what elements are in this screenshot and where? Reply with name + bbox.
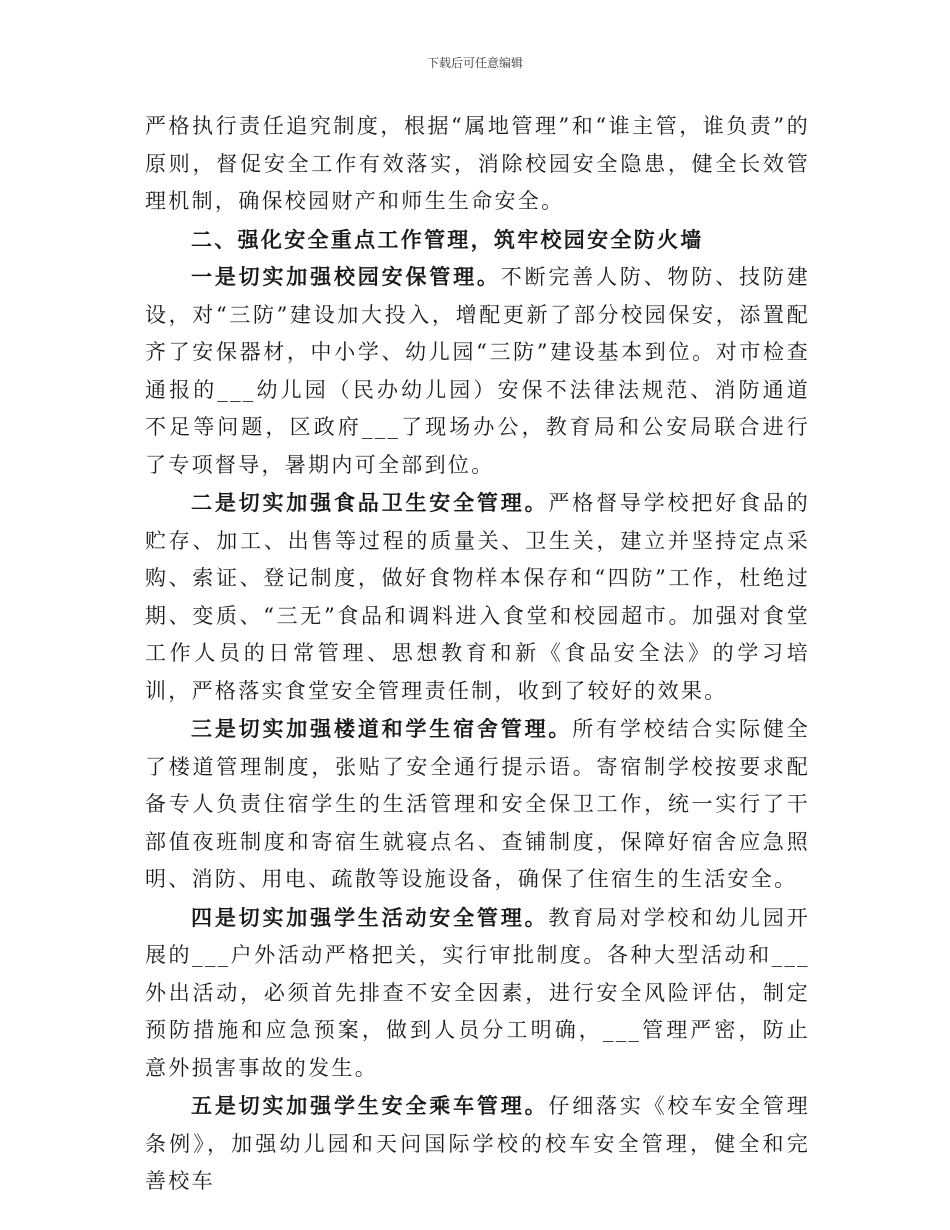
- paragraph-text: 教育局对学校和幼儿园开展的___户外活动严格把关，实行审批制度。各种大型活动和___外出活动，必须首先排查不安全因素，进行安全风险评估，制定预防措施和应急预案，做到人员分工明确，___管理严密，防止意外损害事故的发生。: [145, 905, 810, 1080]
- header-note: 下载后可任意编辑: [426, 56, 523, 70]
- paragraph-lead: 一是切实加强校园安保管理。: [191, 264, 501, 289]
- paragraph-intro: [145, 108, 810, 221]
- paragraph-text: 不断完善人防、物防、技防建设，对“三防”建设加大投入，增配更新了部分校园保安，添置配齐了安保器材，中小学、幼儿园“三防”建设基本到位。对市检查通报的___幼儿园（民办幼儿园）安保不法律法规范、消防通道不足等问题，区政府___了现场办公，教育局和公安局联合进行了专项督导，暑期内可全部到位。: [145, 265, 810, 477]
- paragraph-lead: 四是切实加强学生活动安全管理。: [191, 904, 549, 930]
- paragraph-school-bus: [145, 1087, 810, 1201]
- paragraph-campus-security: [145, 258, 810, 484]
- paragraph-text: 严格执行责任追究制度，根据“属地管理”和“谁主管，谁负责”的原则，督促安全工作有效落实，消除校园安全隐患，健全长效管理机制，确保校园财产和师生生命安全。: [145, 114, 810, 213]
- paragraph-lead: 二是切实加强食品卫生安全管理。: [191, 490, 549, 515]
- paragraph-text: 仔细落实《校车安全管理条例》，加强幼儿园和天问国际学校的校车安全管理，健全和完善校车: [145, 1094, 810, 1193]
- paragraph-food-safety: [145, 484, 810, 710]
- paragraph-text: 严格督导学校把好食品的贮存、加工、出售等过程的质量关、卫生关，建立并坚持定点采购、索证、登记制度，做好食物样本保存和“四防”工作，杜绝过期、变质、“三无”食品和调料进入食堂和校园超市。加强对食堂工作人员的日常管理、思想教育和新《食品安全法》的学习培训，严格落实食堂安全管理责任制，收到了较好的效果。: [145, 491, 810, 703]
- paragraph-text: 所有学校结合实际健全了楼道管理制度，张贴了安全通行提示语。寄宿制学校按要求配备专人负责住宿学生的生活管理和安全保卫工作，统一实行了干部值夜班制度和寄宿生就寝点名、查铺制度，保障好宿舍应急照明、消防、用电、疏散等设施设备，确保了住宿生的生活安全。: [145, 717, 810, 891]
- paragraph-lead: 五是切实加强学生安全乘车管理。: [191, 1093, 549, 1118]
- section-heading: 二、强化安全重点工作管理，筑牢校园安全防火墙: [191, 226, 704, 252]
- paragraph-lead: 三是切实加强楼道和学生宿舍管理。: [191, 716, 573, 741]
- document-body: [145, 108, 810, 1201]
- paragraph-dormitory: [145, 710, 810, 899]
- paragraph-activities: [145, 899, 810, 1088]
